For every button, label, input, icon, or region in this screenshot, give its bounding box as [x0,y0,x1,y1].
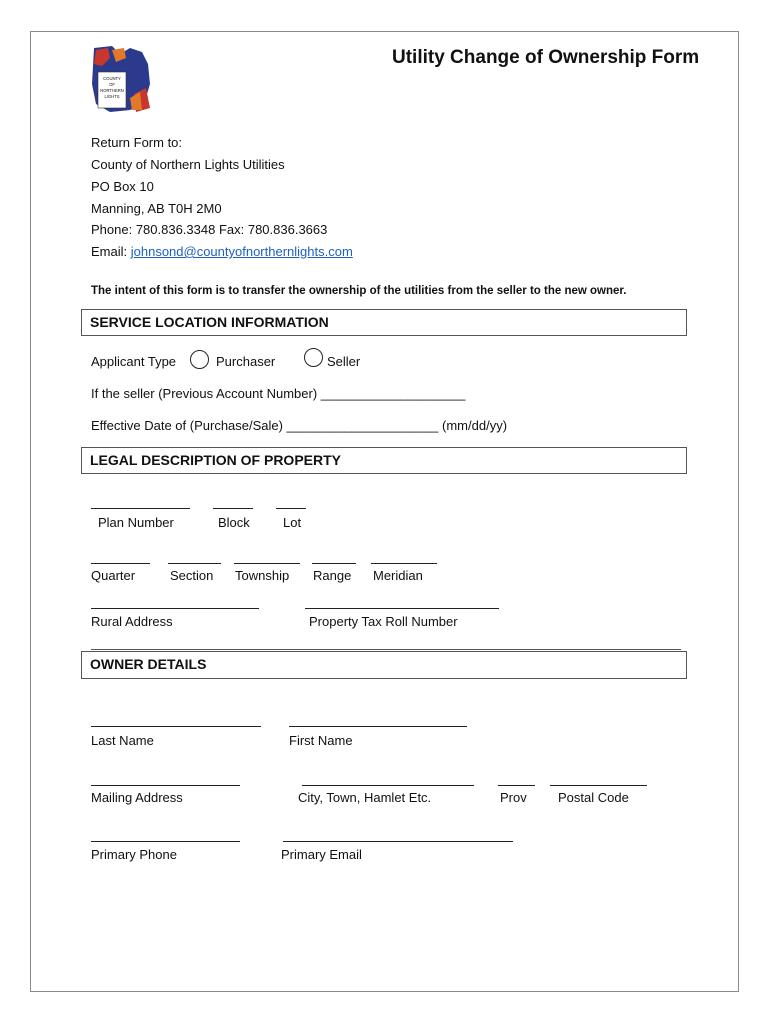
svg-text:OF: OF [109,82,115,87]
page-title: Utility Change of Ownership Form [392,47,700,68]
section-label: Section [170,568,214,583]
county-logo-graphic [90,44,154,114]
return-email-row [91,244,353,259]
primary-email-line[interactable] [283,841,513,842]
previous-account-field[interactable]: If the seller (Previous Account Number) ____________________ [91,386,466,401]
plan-number-line[interactable] [91,508,190,509]
email-link[interactable]: johnsond@countyofnorthernlights.com [130,244,353,259]
rural-address-line[interactable] [91,608,259,609]
first-name-label: First Name [289,733,353,748]
primary-email-label: Primary Email [281,847,362,862]
city-line[interactable] [302,785,474,786]
section-line[interactable] [168,563,221,564]
quarter-label: Quarter [91,568,136,583]
prov-label: Prov [500,790,527,805]
county-logo [90,44,154,114]
return-city: Manning, AB T0H 2M0 [91,201,222,216]
purchaser-radio[interactable] [190,350,209,369]
primary-phone-label: Primary Phone [91,847,177,862]
return-phone-fax: Phone: 780.836.3348 Fax: 780.836.3663 [91,222,328,237]
meridian-line[interactable] [371,563,437,564]
lot-line[interactable] [276,508,306,509]
last-name-line[interactable] [91,726,261,727]
tax-roll-label: Property Tax Roll Number [309,614,458,629]
range-label: Range [313,568,352,583]
intent-statement: The intent of this form is to transfer the ownership of the utilities from the seller to the new owner. [91,285,627,297]
primary-phone-line[interactable] [91,841,240,842]
svg-text:NORTHERN: NORTHERN [100,88,124,93]
return-heading: Return Form to: [91,135,183,150]
purchaser-label: Purchaser [216,354,276,369]
block-label: Block [218,515,250,530]
return-org: County of Northern Lights Utilities [91,157,285,172]
applicant-type-label: Applicant Type [91,354,177,369]
block-line[interactable] [213,508,253,509]
range-line[interactable] [312,563,356,564]
postal-code-label: Postal Code [558,790,629,805]
seller-label: Seller [327,354,361,369]
prov-line[interactable] [498,785,535,786]
mailing-address-line[interactable] [91,785,240,786]
svg-text:LIGHTS: LIGHTS [104,94,120,99]
svg-text:COUNTY: COUNTY [103,76,121,81]
plan-number-label: Plan Number [98,515,174,530]
mailing-address-label: Mailing Address [91,790,183,805]
quarter-line[interactable] [91,563,150,564]
city-label: City, Town, Hamlet Etc. [298,790,432,805]
meridian-label: Meridian [373,568,423,583]
section-divider [91,649,681,650]
township-line[interactable] [234,563,300,564]
lot-label: Lot [283,515,302,530]
effective-date-field[interactable]: Effective Date of (Purchase/Sale) _____________________ (mm/dd/yy) [91,418,508,433]
township-label: Township [235,568,290,583]
service-location-heading: SERVICE LOCATION INFORMATION [81,309,687,336]
email-label: Email: [91,244,131,259]
return-po-box: PO Box 10 [91,179,154,194]
postal-code-line[interactable] [550,785,647,786]
tax-roll-line[interactable] [305,608,499,609]
seller-radio[interactable] [304,348,323,367]
last-name-label: Last Name [91,733,154,748]
owner-details-heading: OWNER DETAILS [81,651,687,679]
first-name-line[interactable] [289,726,467,727]
legal-description-heading: LEGAL DESCRIPTION OF PROPERTY [81,447,687,474]
rural-address-label: Rural Address [91,614,173,629]
